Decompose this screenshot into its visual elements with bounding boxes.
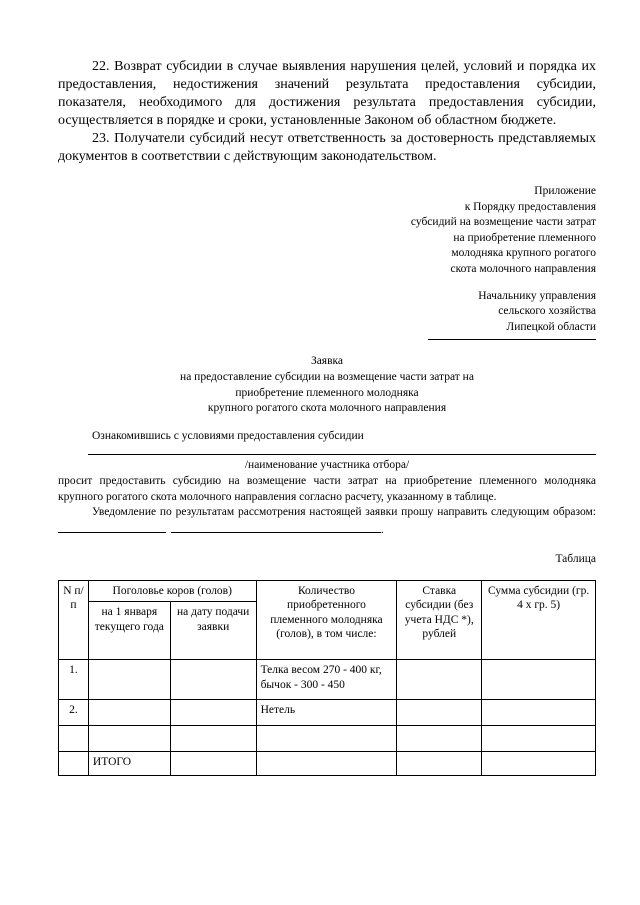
appendix-line: на приобретение племенного	[453, 231, 596, 244]
table-row	[59, 700, 596, 726]
table-header-row	[59, 580, 596, 602]
header-rate: Ставка субсидии (без учета НДС *), рублей	[397, 580, 482, 660]
cell-rate[interactable]	[397, 660, 482, 700]
notification-paragraph	[58, 505, 596, 538]
appendix-header	[58, 184, 596, 278]
title-line: на предоставление субсидии на возмещение части затрат на	[180, 370, 474, 383]
cell-rate[interactable]	[397, 752, 482, 776]
cell-sum[interactable]	[482, 726, 596, 752]
participant-name-field[interactable]	[88, 454, 596, 455]
application-title	[58, 354, 596, 416]
cell-cows-jan[interactable]	[88, 660, 170, 700]
appendix-line: к Порядку предоставления	[464, 200, 596, 213]
row-number	[59, 726, 89, 752]
paragraph-22: 22. Возврат субсидии в случае выявления нарушения целей, условий и порядка их предоставления, недостижения значений результата предоставления субсидии, показателя, необходимого для достижения результата предоставления субсидии, осуществляется в порядке и сроки, установленные Законом об областном бюджете.	[58, 59, 596, 128]
title-line: приобретение племенного молодняка	[235, 386, 419, 399]
cell-cows-date[interactable]	[170, 752, 256, 776]
recipient-name-field[interactable]	[428, 339, 596, 340]
recipient-block	[58, 289, 596, 341]
cell-rate[interactable]	[397, 700, 482, 726]
total-label: ИТОГО	[88, 752, 170, 776]
notification-end: .	[380, 523, 384, 536]
cell-cows-date[interactable]	[170, 700, 256, 726]
header-sum: Сумма субсидии (гр. 4 x гр. 5)	[482, 580, 596, 660]
cell-quantity[interactable]: Телка весом 270 - 400 кг, бычок - 300 - 450	[256, 660, 397, 700]
participant-caption: /наименование участника отбора/	[244, 459, 410, 472]
cell-rate[interactable]	[397, 726, 482, 752]
table-row	[59, 726, 596, 752]
notification-text: Уведомление по результатам рассмотрения настоящей заявки прошу направить следующим образом:	[92, 506, 596, 519]
table-caption: Таблица	[555, 553, 596, 566]
title-line: Заявка	[310, 355, 344, 368]
recipient-line: Начальнику управления	[478, 289, 596, 302]
title-line: крупного рогатого скота молочного направления	[207, 402, 447, 415]
appendix-line: молодняка крупного рогатого	[451, 247, 596, 260]
cell-cows-jan[interactable]	[88, 726, 170, 752]
notification-method-field[interactable]	[58, 521, 166, 533]
subsidy-table	[58, 580, 596, 777]
cell-sum[interactable]	[482, 700, 596, 726]
document-page	[58, 58, 596, 776]
row-number: 2.	[59, 700, 89, 726]
row-number	[59, 752, 89, 776]
cell-cows-jan[interactable]	[88, 700, 170, 726]
recipient-line: Липецкой области	[506, 320, 596, 333]
appendix-line: Приложение	[534, 185, 596, 197]
cell-sum[interactable]	[482, 660, 596, 700]
header-cows-group: Поголовье коров (голов)	[88, 580, 256, 602]
notification-address-field[interactable]	[171, 521, 381, 533]
header-number: N п/п	[59, 580, 89, 660]
table-row	[59, 660, 596, 700]
header-quantity: Количество приобретенного племенного молодняка (голов), в том числе:	[256, 580, 397, 660]
recipient-line: сельского хозяйства	[498, 305, 596, 318]
row-number: 1.	[59, 660, 89, 700]
header-cows-date: на дату подачи заявки	[170, 602, 256, 660]
cell-quantity[interactable]	[256, 752, 397, 776]
appendix-line: скота молочного направления	[450, 262, 596, 275]
paragraph-23: 23. Получатели субсидий несут ответственность за достоверность представляемых документов в соответствии с действующим законодательством.	[58, 131, 596, 164]
intro-text: Ознакомившись с условиями предоставления субсидии	[92, 429, 364, 442]
cell-cows-date[interactable]	[170, 726, 256, 752]
request-text: просит предоставить субсидию на возмещение части затрат на приобретение племенного молодняка крупного рогатого скота молочного направления согласно расчету, указанному в таблице.	[58, 474, 596, 503]
cell-quantity[interactable]	[256, 726, 397, 752]
cell-quantity[interactable]: Нетель	[256, 700, 397, 726]
table-total-row	[59, 752, 596, 776]
header-cows-jan: на 1 января текущего года	[88, 602, 170, 660]
appendix-line: субсидий на возмещение части затрат	[410, 216, 596, 229]
cell-cows-date[interactable]	[170, 660, 256, 700]
cell-sum[interactable]	[482, 752, 596, 776]
